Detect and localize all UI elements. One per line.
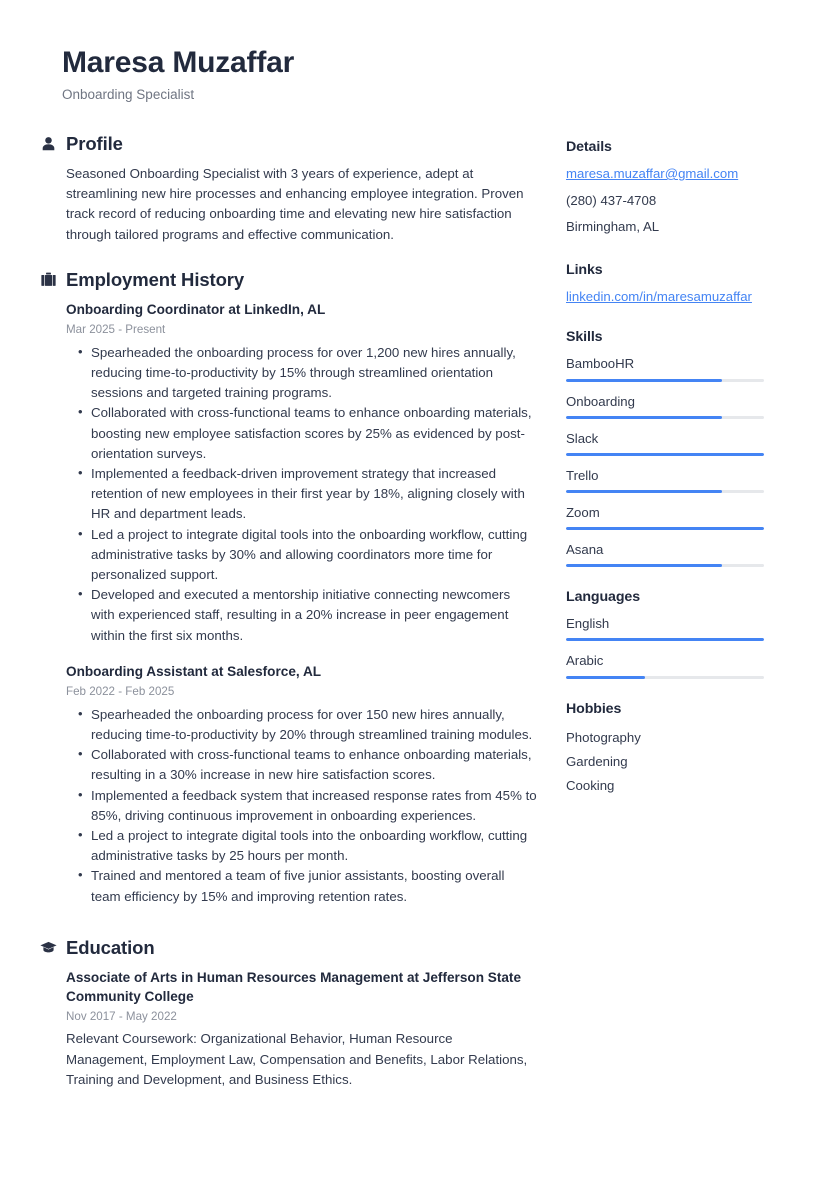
language-bar-fill [566, 676, 645, 679]
skill-item [566, 540, 773, 567]
skill-label: Asana [566, 542, 604, 558]
section-employment [40, 269, 537, 907]
detail-phone: (280) 437-4708 [566, 192, 657, 208]
language-bar-track [566, 638, 764, 641]
skill-label: Onboarding [566, 393, 635, 409]
section-education-title: Education [66, 936, 155, 958]
sidebar-column [537, 133, 773, 819]
list-item: • Led a project to integrate digital tools into the onboarding workflow, cutting administrative tasks by 25 hours per month. [91, 826, 537, 866]
education-entry [66, 968, 537, 1090]
skill-bar-fill [566, 564, 722, 567]
header-job-title: Onboarding Specialist [62, 86, 195, 102]
language-bar-fill [566, 638, 764, 641]
education-entry-description: Relevant Coursework: Organizational Behavior, Human Resource Management, Employment Law, Compensation and Benefits, Labor Relations, Training and Development, and Business Ethics. [66, 1031, 528, 1087]
skill-bar-track [566, 379, 764, 382]
skill-label: Trello [566, 467, 599, 483]
skill-bar-track [566, 527, 764, 530]
linkedin-link[interactable]: linkedin.com/in/maresamuzaffar [566, 288, 752, 304]
list-item: • Led a project to integrate digital tools into the onboarding workflow, cutting administrative tasks by 30% and allowing coordinators more time for personalized support. [91, 525, 537, 586]
education-entry-title: Associate of Arts in Human Resources Management at Jefferson State Community College [66, 969, 522, 1005]
language-label: Arabic [566, 653, 604, 669]
section-employment-title: Employment History [66, 268, 245, 290]
employment-entry-bullets [66, 343, 537, 646]
link-row [566, 287, 773, 308]
skill-bar-track [566, 564, 764, 567]
skill-item [566, 466, 773, 493]
skill-bar-track [566, 416, 764, 419]
skill-bar-fill [566, 416, 722, 419]
list-item: • Implemented a feedback-driven improvement strategy that increased retention of new employees in their first year by 18%, aligning closely with HR and department leads. [91, 464, 537, 525]
section-profile-header [40, 133, 537, 155]
skill-bar-fill [566, 453, 764, 456]
skill-label: BambooHR [566, 356, 635, 372]
hobby-item: Photography [566, 729, 641, 745]
sidebar-block-hobbies [566, 701, 773, 799]
skill-bar-track [566, 490, 764, 493]
sidebar-hobbies-title: Hobbies [566, 700, 622, 717]
sidebar-block-details [566, 139, 773, 238]
employment-entry-title: Onboarding Coordinator at LinkedIn, AL [66, 301, 326, 317]
section-profile-body [40, 164, 537, 245]
list-item: • Collaborated with cross-functional teams to enhance onboarding materials, resulting in a 30% increase in new hire satisfaction scores. [91, 745, 537, 785]
employment-entry [66, 662, 537, 907]
skill-item [566, 392, 773, 419]
sidebar-skills-title: Skills [566, 329, 603, 346]
resume-header [0, 0, 833, 103]
skill-bar-fill [566, 527, 764, 530]
language-bar-track [566, 676, 764, 679]
skill-item [566, 354, 773, 381]
skill-label: Zoom [566, 505, 600, 521]
list-item: • Developed and executed a mentorship initiative connecting newcomers with experienced staff, resulting in a 20% increase in peer engagement within the first six months. [91, 585, 537, 646]
sidebar-block-languages [566, 589, 773, 678]
section-employment-body [40, 300, 537, 907]
hobby-item: Cooking [566, 778, 615, 794]
skill-label: Slack [566, 430, 599, 446]
employment-entry-bullets [66, 705, 537, 907]
section-profile [40, 133, 537, 245]
section-education-body [40, 968, 537, 1090]
list-item: • Implemented a feedback system that increased response rates from 45% to 85%, driving continuous improvement in onboarding experiences. [91, 786, 537, 826]
skill-bar-track [566, 453, 764, 456]
detail-location: Birmingham, AL [566, 218, 660, 234]
main-column [40, 133, 537, 1104]
section-education [40, 937, 537, 1090]
employment-entry-title: Onboarding Assistant at Salesforce, AL [66, 663, 322, 679]
sidebar-details-title: Details [566, 139, 612, 156]
skill-item [566, 429, 773, 456]
section-profile-title: Profile [66, 133, 123, 155]
detail-email-row [566, 164, 773, 185]
language-item [566, 614, 773, 641]
graduation-cap-icon [40, 939, 57, 956]
sidebar-block-skills [566, 329, 773, 567]
skill-bar-fill [566, 490, 722, 493]
section-education-header [40, 937, 537, 959]
list-item: • Spearheaded the onboarding process for over 150 new hires annually, reducing time-to-productivity by 20% through streamlined training modules. [91, 705, 537, 745]
language-item [566, 651, 773, 678]
email-link[interactable]: maresa.muzaffar@gmail.com [566, 166, 739, 182]
hobby-item: Gardening [566, 754, 628, 770]
page-title: Maresa Muzaffar [62, 46, 295, 79]
briefcase-icon [40, 271, 57, 288]
skill-bar-fill [566, 379, 722, 382]
employment-entry [66, 300, 537, 646]
person-icon [40, 136, 57, 153]
profile-text: Seasoned Onboarding Specialist with 3 years of experience, adept at streamlining new hire processes and enhancing employee integration. Proven track record of reducing onboarding time and elevating new hire satisfaction through tailored programs and effective communication. [66, 166, 524, 242]
list-item: • Collaborated with cross-functional teams to enhance onboarding materials, boosting new employee satisfaction scores by 25% as evidenced by post-orientation surveys. [91, 403, 537, 464]
list-item: • Spearheaded the onboarding process for over 1,200 new hires annually, reducing time-to-productivity by 15% through streamlined orientation sessions and targeted training programs. [91, 343, 537, 404]
list-item: • Trained and mentored a team of five junior assistants, boosting overall team efficiency by 15% and improving retention rates. [91, 866, 537, 906]
section-employment-header [40, 269, 537, 291]
sidebar-links-title: Links [566, 261, 603, 278]
employment-entry-date: Feb 2022 - Feb 2025 [66, 684, 175, 698]
resume-columns [0, 133, 833, 1104]
sidebar-block-links [566, 262, 773, 308]
employment-entry-date: Mar 2025 - Present [66, 322, 166, 336]
sidebar-languages-title: Languages [566, 589, 640, 606]
skill-item [566, 503, 773, 530]
education-entry-date: Nov 2017 - May 2022 [66, 1010, 177, 1024]
language-label: English [566, 616, 610, 632]
